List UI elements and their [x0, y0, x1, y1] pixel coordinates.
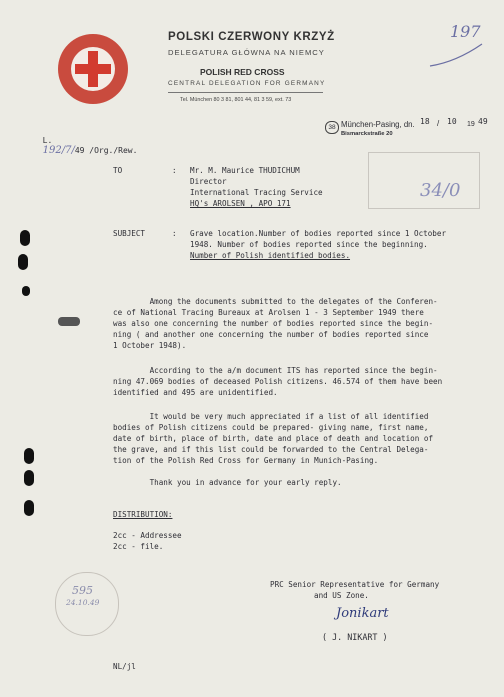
- body-line: tion of the Polish Red Cross for Germany in Munich-Pasing.: [113, 456, 379, 465]
- stamp-handwritten-number: 34/0: [420, 180, 461, 201]
- punch-hole: [18, 254, 28, 270]
- handwritten-signature: Jonikart: [336, 606, 389, 621]
- punch-hole: [24, 500, 34, 516]
- body-line: ce of National Tracing Bureaux at Arolsen 1 - 3 September 1949 there: [113, 308, 424, 317]
- body-line: was also one concerning the number of bodies reported since the begin-: [113, 319, 434, 328]
- receipt-stamp-number: 595: [72, 584, 93, 597]
- smudge-mark: [58, 317, 80, 326]
- date-month: 10: [447, 117, 457, 126]
- signatory-title: PRC Senior Representative for Germany: [270, 580, 440, 589]
- reference-number-handwritten: 192/7/: [42, 145, 75, 156]
- body-line: the grave, and if this list could be forwarded to the Central Delega-: [113, 445, 429, 454]
- street-address: Bismarckstraße 20: [341, 131, 393, 137]
- letterhead-delegation-en: CENTRAL DELEGATION FOR GERMANY: [168, 80, 326, 87]
- page-number-underline: [426, 36, 486, 70]
- punch-hole: [24, 470, 34, 486]
- body-line: bodies of Polish citizens could be prepared- giving name, first name,: [113, 423, 429, 432]
- subject-line: 1948. Number of bodies reported since the beginning.: [190, 240, 428, 249]
- addressee-title: Director: [190, 177, 227, 186]
- receipt-stamp-date: 24.10.49: [66, 598, 100, 607]
- body-line: identified and 495 are unidentified.: [113, 388, 278, 397]
- reference-line: [33, 127, 137, 156]
- signatory-title-line2: and US Zone.: [314, 591, 369, 600]
- subject-colon: :: [172, 229, 177, 238]
- body-line: ning 47.069 bodies of deceased Polish citizens. 46.574 of them have been: [113, 377, 443, 386]
- typist-initials: NL/jl: [113, 662, 136, 671]
- subject-line: Grave location.Number of bodies reported since 1 October: [190, 229, 447, 238]
- body-line: ning ( and another one concerning the number of bodies reported since: [113, 330, 429, 339]
- body-line: date of birth, place of birth, date and place of death and location of: [113, 434, 434, 443]
- place-label: München-Pasing, dn.: [341, 120, 415, 129]
- signatory-name: ( J. NIKART ): [322, 632, 388, 642]
- body-line: Among the documents submitted to the delegates of the Conferen-: [113, 297, 438, 306]
- date-year-prefix: 19: [467, 121, 475, 128]
- addressee-organization: International Tracing Service: [190, 188, 323, 197]
- date-separator: /: [437, 119, 440, 128]
- closing-line: Thank you in advance for your early reply.: [113, 478, 342, 487]
- date-day: 18: [420, 117, 430, 126]
- subject-label: SUBJECT: [113, 229, 146, 238]
- distribution-line: 2cc - file.: [113, 542, 164, 551]
- addressee-location: HQ's AROLSEN , APO 171: [190, 199, 291, 208]
- punch-hole: [20, 230, 30, 246]
- distribution-line: 2cc - Addressee: [113, 531, 182, 540]
- date-year-suffix: 49: [478, 117, 488, 126]
- polish-red-cross-logo: [57, 33, 129, 105]
- addressee-name: Mr. M. Maurice THUDICHUM: [190, 166, 300, 175]
- body-line: 1 October 1948).: [113, 341, 187, 350]
- punch-hole: [22, 286, 30, 296]
- letterhead-telephone: Tel. München 80 3 81, 801 44, 81 3 59, ext. 73: [180, 97, 292, 103]
- body-line: According to the a/m document ITS has reported since the begin-: [113, 366, 438, 375]
- letterhead-org-pl: POLSKI CZERWONY KRZYŻ: [168, 31, 335, 43]
- body-line: It would be very much appreciated if a list of all identified: [113, 412, 429, 421]
- letterhead-divider: [168, 92, 323, 93]
- subject-line: Number of Polish identified bodies.: [190, 251, 351, 260]
- letterhead-delegation-pl: DELEGATURA GŁÓWNA NA NIEMCY: [168, 48, 325, 57]
- reference-prefix: L.: [42, 136, 53, 145]
- punch-hole: [24, 448, 34, 464]
- reference-suffix: 49 /Org./Rew.: [74, 146, 138, 155]
- page-number-handwritten: 197: [450, 22, 481, 41]
- circled-number: 38: [325, 121, 339, 134]
- to-label: TO: [113, 166, 123, 175]
- distribution-heading: DISTRIBUTION:: [113, 510, 173, 519]
- to-colon: :: [172, 166, 177, 175]
- letterhead-org-en: POLISH RED CROSS: [200, 67, 285, 77]
